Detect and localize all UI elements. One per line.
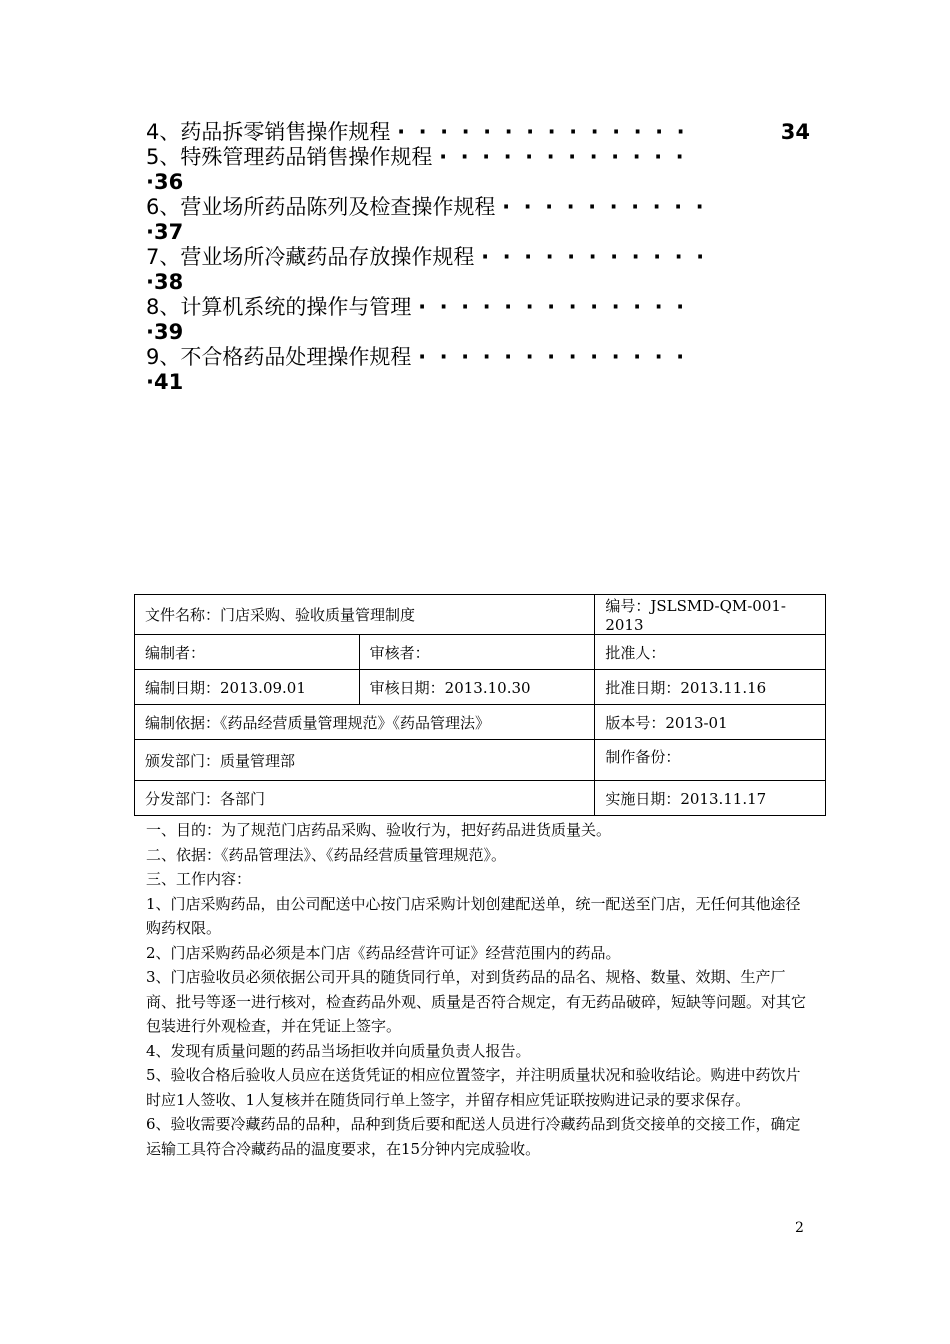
- toc-leader-dot: ·: [439, 145, 448, 169]
- toc-leader-dot: ·: [611, 145, 620, 169]
- toc-leader-dot: ·: [481, 245, 490, 269]
- body-paragraph: 5、验收合格后验收人员应在送货凭证的相应位置签字，并注明质量状况和验收结论。购进中药饮片时应1人签收、1人复核并在随货同行单上签字，并留存相应凭证联按购进记录的要求保存。: [146, 1066, 801, 1109]
- toc-leader-dot: ·: [502, 245, 511, 269]
- document-info-table: [134, 594, 826, 816]
- toc-leader-dot: ·: [504, 120, 513, 144]
- file-name-cell: 文件名称：门店采购、验收质量管理制度: [135, 595, 595, 635]
- toc-leader-dot: ·: [652, 195, 661, 219]
- toc-leader-dot: ·: [589, 145, 598, 169]
- effective-date-cell: 实施日期：2013.11.17: [595, 781, 826, 816]
- toc-leader-dot: ·: [439, 345, 448, 369]
- toc-leader: [411, 345, 691, 370]
- table-row: [135, 740, 826, 781]
- toc-leader: [432, 145, 690, 170]
- toc-leader-dot: ·: [482, 145, 491, 169]
- toc-leader: [495, 195, 710, 220]
- toc-entry-title: 4、药品拆零销售操作规程: [146, 120, 391, 144]
- toc-leader-dot: ·: [696, 245, 705, 269]
- body-paragraph: 二、依据：《药品管理法》、《药品经营质量管理规范》。: [146, 845, 507, 864]
- toc-leader-dot: ·: [566, 195, 575, 219]
- toc-leader: [390, 120, 691, 145]
- toc-leader-dot: ·: [418, 120, 427, 144]
- toc-leader-dot: ·: [547, 120, 556, 144]
- body-paragraph: 6、验收需要冷藏药品的品种，品种到货后要和配送人员进行冷藏药品到货交接单的交接工作，确定运输工具符合冷藏药品的温度要求，在15分钟内完成验收。: [146, 1115, 801, 1158]
- toc-leader-dot: ·: [461, 295, 470, 319]
- toc-leader-dot: ·: [440, 120, 449, 144]
- toc-leader-dot: ·: [590, 345, 599, 369]
- body-paragraph: 2、门店采购药品必须是本门店《药品经营许可证》经营范围内的药品。: [146, 943, 621, 962]
- code-cell: 编号：JSLSMD-QM-001-2013: [595, 595, 826, 635]
- review-date-cell: 审核日期：2013.10.30: [359, 670, 595, 705]
- document-body: [146, 818, 810, 1161]
- toc-leader: [411, 295, 691, 320]
- toc-leader-dot: ·: [653, 245, 662, 269]
- toc-leader-dot: ·: [504, 295, 513, 319]
- body-paragraph: 一、目的：为了规范门店药品采购、验收行为，把好药品进货质量关。: [146, 821, 612, 839]
- toc-leader-dot: ·: [525, 345, 534, 369]
- version-cell: 版本号：2013-01: [595, 705, 826, 740]
- toc-leader-dot: ·: [655, 120, 664, 144]
- issuing-dept-cell: 颁发部门：质量管理部: [135, 740, 595, 781]
- toc-leader-dot: ·: [676, 345, 685, 369]
- toc-leader-dot: ·: [503, 145, 512, 169]
- toc-leader-dot: ·: [569, 120, 578, 144]
- toc-leader-dot: ·: [631, 195, 640, 219]
- toc-entry: 8、计算机系统的操作与管理 · · · · · · · · · · · · · ·39: [146, 295, 810, 345]
- toc-leader-dot: ·: [568, 295, 577, 319]
- table-row: [135, 670, 826, 705]
- toc-leader-dot: ·: [461, 345, 470, 369]
- toc-leader-dot: ·: [439, 295, 448, 319]
- toc-leader-dot: ·: [588, 195, 597, 219]
- backup-cell: 制作备份：: [595, 740, 826, 781]
- toc-entry-page: 34: [780, 120, 810, 144]
- toc-entry-page: 37: [153, 220, 184, 244]
- toc-leader-dot: ·: [461, 120, 470, 144]
- toc-leader-dot: ·: [418, 345, 427, 369]
- compiler-cell: 编制者：: [135, 635, 360, 670]
- body-paragraph: 3、门店验收员必须依据公司开具的随货同行单，对到货药品的品名、规格、数量、效期、生产厂商、批号等逐一进行核对，检查药品外观、质量是否符合规定，有无药品破碎，短缺等问题。对其它包装进行外观检查，并在凭证上签字。: [146, 968, 807, 1035]
- toc-leader-dot: ·: [676, 120, 685, 144]
- toc-leader-dot: ·: [631, 245, 640, 269]
- toc-leader-dot: ·: [482, 345, 491, 369]
- toc-leader-dot: ·: [502, 195, 511, 219]
- toc-entry: 5、特殊管理药品销售操作规程 · · · · · · · · · · · · ·36: [146, 145, 810, 195]
- distribution-dept-cell: 分发部门：各部门: [135, 781, 595, 816]
- approver-cell: 批准人：: [595, 635, 826, 670]
- toc-leader-dot: ·: [483, 120, 492, 144]
- toc-leader-dot: ·: [633, 295, 642, 319]
- toc-leader-dot: ·: [525, 145, 534, 169]
- toc-entry: 6、营业场所药品陈列及检查操作规程 · · · · · · · · · · ·37: [146, 195, 810, 245]
- toc-leader-dot: ·: [546, 145, 555, 169]
- toc-leader: [474, 245, 711, 270]
- toc-leader-dot: ·: [610, 245, 619, 269]
- toc-leader-dot: ·: [674, 245, 683, 269]
- toc-leader-dot: ·: [675, 145, 684, 169]
- toc-leader-dot: ·: [418, 295, 427, 319]
- toc-entry: 7、营业场所冷藏药品存放操作规程 · · · · · · · · · · · ·38: [146, 245, 810, 295]
- toc-leader-dot: ·: [460, 145, 469, 169]
- toc-leader-dot: ·: [568, 345, 577, 369]
- toc-leader-dot: ·: [674, 195, 683, 219]
- page-number: 2: [795, 1220, 804, 1236]
- toc-leader-dot: ·: [545, 195, 554, 219]
- toc-entry: [146, 120, 810, 145]
- toc-leader-dot: ·: [695, 195, 704, 219]
- toc-leader-dot: ·: [632, 145, 641, 169]
- toc-leader-dot: ·: [590, 120, 599, 144]
- toc-leader-dot: ·: [525, 295, 534, 319]
- toc-leader-dot: ·: [397, 120, 406, 144]
- toc-entry-page: 39: [153, 320, 184, 344]
- reviewer-cell: 审核者：: [359, 635, 595, 670]
- toc-leader-dot: ·: [609, 195, 618, 219]
- toc-entry-page: 41: [153, 370, 184, 394]
- toc-leader-dot: ·: [633, 120, 642, 144]
- toc-entry-title: 6、营业场所药品陈列及检查操作规程: [146, 195, 496, 219]
- toc-entry-title: 7、营业场所冷藏药品存放操作规程: [146, 245, 475, 269]
- body-paragraph: 4、发现有质量问题的药品当场拒收并向质量负责人报告。: [146, 1041, 531, 1060]
- body-paragraph: 三、工作内容：: [146, 870, 252, 888]
- toc-leader-dot: ·: [523, 195, 532, 219]
- toc-entry: 9、不合格药品处理操作规程 · · · · · · · · · · · · · ·41: [146, 345, 810, 395]
- toc-leader-dot: ·: [633, 345, 642, 369]
- table-row: [135, 705, 826, 740]
- toc-leader-dot: ·: [654, 145, 663, 169]
- toc-entry-page: 38: [153, 270, 184, 294]
- table-row: [135, 781, 826, 816]
- toc-entry-page: 36: [153, 170, 184, 194]
- toc-leader-dot: ·: [504, 345, 513, 369]
- toc-entry-title: 8、计算机系统的操作与管理: [146, 295, 412, 319]
- toc-leader-dot: ·: [545, 245, 554, 269]
- toc-leader-dot: ·: [654, 295, 663, 319]
- toc-leader-dot: ·: [676, 295, 685, 319]
- toc-leader-dot: ·: [526, 120, 535, 144]
- toc-leader-dot: ·: [547, 295, 556, 319]
- toc-entry-title: 9、不合格药品处理操作规程: [146, 345, 412, 369]
- table-of-contents: [146, 120, 810, 395]
- toc-leader-dot: ·: [611, 295, 620, 319]
- toc-entry-title: 5、特殊管理药品销售操作规程: [146, 145, 433, 169]
- toc-leader-dot: ·: [482, 295, 491, 319]
- toc-leader-dot: ·: [568, 145, 577, 169]
- approve-date-cell: 批准日期：2013.11.16: [595, 670, 826, 705]
- basis-cell: 编制依据：《药品经营质量管理规范》《药品管理法》: [135, 705, 595, 740]
- toc-leader-dot: ·: [590, 295, 599, 319]
- toc-leader-dot: ·: [547, 345, 556, 369]
- toc-leader-dot: ·: [654, 345, 663, 369]
- toc-leader-dot: ·: [567, 245, 576, 269]
- table-row: [135, 635, 826, 670]
- compile-date-cell: 编制日期：2013.09.01: [135, 670, 360, 705]
- toc-leader-dot: ·: [524, 245, 533, 269]
- toc-leader-dot: ·: [611, 345, 620, 369]
- table-row: [135, 595, 826, 635]
- toc-leader-dot: ·: [612, 120, 621, 144]
- toc-leader-dot: ·: [588, 245, 597, 269]
- body-paragraph: 1、门店采购药品，由公司配送中心按门店采购计划创建配送单，统一配送至门店，无任何其他途径购药权限。: [146, 894, 801, 937]
